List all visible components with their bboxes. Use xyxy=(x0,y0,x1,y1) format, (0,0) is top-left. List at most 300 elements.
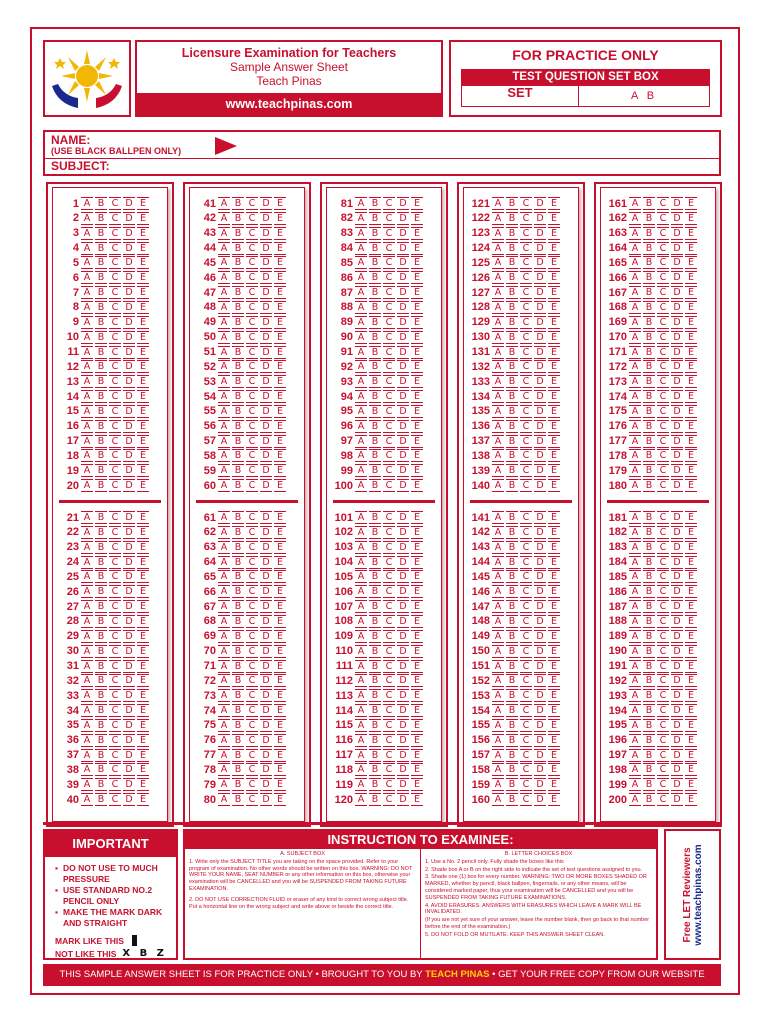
choice-bubble-b[interactable]: B xyxy=(232,464,244,477)
choice-bubble-a[interactable]: A xyxy=(492,331,504,344)
choice-bubble-b[interactable]: B xyxy=(95,689,107,702)
choice-bubble-a[interactable]: A xyxy=(629,719,641,732)
choice-bubble-c[interactable]: C xyxy=(109,600,121,613)
choice-bubble-a[interactable]: A xyxy=(492,464,504,477)
choice-bubble-d[interactable]: D xyxy=(671,197,683,210)
choice-bubble-c[interactable]: C xyxy=(246,585,258,598)
choice-bubble-d[interactable]: D xyxy=(671,570,683,583)
choice-bubble-d[interactable]: D xyxy=(671,375,683,388)
choice-bubble-b[interactable]: B xyxy=(369,449,381,462)
choice-bubble-a[interactable]: A xyxy=(355,464,367,477)
choice-bubble-a[interactable]: A xyxy=(81,435,93,448)
choice-bubble-c[interactable]: C xyxy=(109,271,121,284)
choice-bubble-e[interactable]: E xyxy=(137,405,149,418)
choice-bubble-b[interactable]: B xyxy=(506,256,518,269)
choice-bubble-a[interactable]: A xyxy=(81,449,93,462)
choice-bubble-c[interactable]: C xyxy=(246,331,258,344)
choice-bubble-a[interactable]: A xyxy=(218,449,230,462)
choice-bubble-a[interactable]: A xyxy=(218,346,230,359)
choice-bubble-a[interactable]: A xyxy=(81,331,93,344)
choice-bubble-c[interactable]: C xyxy=(520,585,532,598)
choice-bubble-b[interactable]: B xyxy=(95,600,107,613)
choice-bubble-d[interactable]: D xyxy=(671,778,683,791)
choice-bubble-a[interactable]: A xyxy=(218,793,230,806)
choice-bubble-e[interactable]: E xyxy=(548,464,560,477)
choice-bubble-e[interactable]: E xyxy=(548,227,560,240)
choice-bubble-a[interactable]: A xyxy=(81,778,93,791)
choice-bubble-d[interactable]: D xyxy=(397,316,409,329)
choice-bubble-a[interactable]: A xyxy=(355,526,367,539)
choice-bubble-e[interactable]: E xyxy=(274,479,286,492)
choice-bubble-d[interactable]: D xyxy=(534,331,546,344)
choice-bubble-a[interactable]: A xyxy=(355,316,367,329)
choice-bubble-d[interactable]: D xyxy=(534,271,546,284)
choice-bubble-c[interactable]: C xyxy=(246,526,258,539)
choice-bubble-d[interactable]: D xyxy=(123,256,135,269)
choice-bubble-e[interactable]: E xyxy=(548,420,560,433)
choice-bubble-c[interactable]: C xyxy=(520,719,532,732)
choice-bubble-c[interactable]: C xyxy=(109,541,121,554)
choice-bubble-c[interactable]: C xyxy=(520,464,532,477)
choice-bubble-c[interactable]: C xyxy=(246,704,258,717)
choice-bubble-a[interactable]: A xyxy=(492,734,504,747)
choice-bubble-c[interactable]: C xyxy=(657,286,669,299)
choice-bubble-a[interactable]: A xyxy=(355,242,367,255)
choice-bubble-e[interactable]: E xyxy=(685,674,697,687)
choice-bubble-c[interactable]: C xyxy=(657,360,669,373)
choice-bubble-a[interactable]: A xyxy=(218,749,230,762)
choice-bubble-a[interactable]: A xyxy=(81,511,93,524)
choice-bubble-e[interactable]: E xyxy=(411,645,423,658)
choice-bubble-b[interactable]: B xyxy=(506,689,518,702)
choice-bubble-c[interactable]: C xyxy=(383,734,395,747)
choice-bubble-e[interactable]: E xyxy=(137,346,149,359)
choice-bubble-c[interactable]: C xyxy=(383,541,395,554)
choice-bubble-c[interactable]: C xyxy=(109,212,121,225)
choice-bubble-b[interactable]: B xyxy=(232,212,244,225)
choice-bubble-a[interactable]: A xyxy=(629,212,641,225)
choice-bubble-e[interactable]: E xyxy=(274,256,286,269)
choice-bubble-b[interactable]: B xyxy=(506,316,518,329)
choice-bubble-a[interactable]: A xyxy=(81,585,93,598)
choice-bubble-a[interactable]: A xyxy=(355,674,367,687)
choice-bubble-a[interactable]: A xyxy=(81,734,93,747)
choice-bubble-c[interactable]: C xyxy=(657,778,669,791)
choice-bubble-b[interactable]: B xyxy=(643,331,655,344)
choice-bubble-c[interactable]: C xyxy=(383,301,395,314)
choice-bubble-d[interactable]: D xyxy=(534,405,546,418)
choice-bubble-b[interactable]: B xyxy=(506,763,518,776)
choice-bubble-e[interactable]: E xyxy=(685,511,697,524)
choice-bubble-a[interactable]: A xyxy=(629,420,641,433)
choice-bubble-a[interactable]: A xyxy=(218,526,230,539)
choice-bubble-b[interactable]: B xyxy=(643,689,655,702)
choice-bubble-d[interactable]: D xyxy=(123,227,135,240)
choice-bubble-a[interactable]: A xyxy=(629,674,641,687)
choice-bubble-b[interactable]: B xyxy=(369,242,381,255)
choice-bubble-b[interactable]: B xyxy=(95,749,107,762)
choice-bubble-e[interactable]: E xyxy=(411,405,423,418)
choice-bubble-b[interactable]: B xyxy=(506,585,518,598)
choice-bubble-c[interactable]: C xyxy=(383,689,395,702)
choice-bubble-e[interactable]: E xyxy=(274,526,286,539)
choice-bubble-d[interactable]: D xyxy=(123,464,135,477)
choice-bubble-b[interactable]: B xyxy=(232,541,244,554)
choice-bubble-b[interactable]: B xyxy=(643,526,655,539)
choice-bubble-b[interactable]: B xyxy=(232,585,244,598)
choice-bubble-b[interactable]: B xyxy=(369,286,381,299)
choice-bubble-d[interactable]: D xyxy=(671,242,683,255)
choice-bubble-b[interactable]: B xyxy=(232,674,244,687)
choice-bubble-c[interactable]: C xyxy=(246,212,258,225)
choice-bubble-d[interactable]: D xyxy=(397,526,409,539)
choice-bubble-d[interactable]: D xyxy=(671,541,683,554)
choice-bubble-e[interactable]: E xyxy=(685,405,697,418)
choice-bubble-e[interactable]: E xyxy=(685,256,697,269)
choice-bubble-c[interactable]: C xyxy=(657,763,669,776)
choice-bubble-c[interactable]: C xyxy=(657,227,669,240)
choice-bubble-b[interactable]: B xyxy=(643,256,655,269)
choice-bubble-c[interactable]: C xyxy=(246,464,258,477)
choice-bubble-e[interactable]: E xyxy=(274,630,286,643)
choice-bubble-c[interactable]: C xyxy=(383,346,395,359)
choice-bubble-c[interactable]: C xyxy=(657,585,669,598)
choice-bubble-d[interactable]: D xyxy=(260,600,272,613)
choice-bubble-e[interactable]: E xyxy=(411,435,423,448)
choice-bubble-b[interactable]: B xyxy=(369,435,381,448)
choice-bubble-d[interactable]: D xyxy=(397,630,409,643)
choice-bubble-c[interactable]: C xyxy=(383,256,395,269)
choice-bubble-e[interactable]: E xyxy=(274,390,286,403)
choice-bubble-e[interactable]: E xyxy=(137,464,149,477)
choice-bubble-d[interactable]: D xyxy=(534,778,546,791)
choice-bubble-d[interactable]: D xyxy=(397,570,409,583)
choice-bubble-e[interactable]: E xyxy=(685,526,697,539)
choice-bubble-e[interactable]: E xyxy=(685,704,697,717)
choice-bubble-b[interactable]: B xyxy=(232,630,244,643)
choice-bubble-b[interactable]: B xyxy=(506,674,518,687)
choice-bubble-b[interactable]: B xyxy=(95,734,107,747)
choice-bubble-b[interactable]: B xyxy=(232,793,244,806)
choice-bubble-d[interactable]: D xyxy=(534,615,546,628)
choice-bubble-b[interactable]: B xyxy=(506,227,518,240)
choice-bubble-a[interactable]: A xyxy=(492,645,504,658)
choice-bubble-d[interactable]: D xyxy=(534,630,546,643)
choice-bubble-a[interactable]: A xyxy=(492,420,504,433)
choice-bubble-a[interactable]: A xyxy=(218,256,230,269)
choice-bubble-d[interactable]: D xyxy=(260,227,272,240)
choice-bubble-c[interactable]: C xyxy=(657,630,669,643)
choice-bubble-b[interactable]: B xyxy=(643,479,655,492)
choice-bubble-c[interactable]: C xyxy=(657,704,669,717)
choice-bubble-d[interactable]: D xyxy=(260,346,272,359)
choice-bubble-b[interactable]: B xyxy=(643,645,655,658)
choice-bubble-c[interactable]: C xyxy=(657,464,669,477)
choice-bubble-c[interactable]: C xyxy=(520,674,532,687)
choice-bubble-a[interactable]: A xyxy=(81,390,93,403)
choice-bubble-d[interactable]: D xyxy=(123,541,135,554)
choice-bubble-c[interactable]: C xyxy=(383,375,395,388)
choice-bubble-e[interactable]: E xyxy=(137,242,149,255)
choice-bubble-a[interactable]: A xyxy=(81,375,93,388)
choice-bubble-b[interactable]: B xyxy=(95,420,107,433)
choice-bubble-b[interactable]: B xyxy=(369,271,381,284)
choice-bubble-b[interactable]: B xyxy=(643,390,655,403)
choice-bubble-e[interactable]: E xyxy=(685,227,697,240)
choice-bubble-a[interactable]: A xyxy=(492,719,504,732)
choice-bubble-a[interactable]: A xyxy=(629,479,641,492)
choice-bubble-e[interactable]: E xyxy=(548,600,560,613)
choice-bubble-c[interactable]: C xyxy=(383,435,395,448)
choice-bubble-c[interactable]: C xyxy=(109,630,121,643)
choice-bubble-b[interactable]: B xyxy=(643,630,655,643)
choice-bubble-b[interactable]: B xyxy=(369,570,381,583)
choice-bubble-a[interactable]: A xyxy=(629,763,641,776)
choice-bubble-c[interactable]: C xyxy=(246,541,258,554)
choice-bubble-d[interactable]: D xyxy=(534,212,546,225)
choice-bubble-c[interactable]: C xyxy=(520,301,532,314)
choice-bubble-a[interactable]: A xyxy=(81,301,93,314)
choice-bubble-c[interactable]: C xyxy=(383,212,395,225)
choice-bubble-e[interactable]: E xyxy=(411,615,423,628)
choice-bubble-e[interactable]: E xyxy=(685,331,697,344)
choice-bubble-d[interactable]: D xyxy=(260,286,272,299)
choice-bubble-e[interactable]: E xyxy=(685,375,697,388)
choice-bubble-e[interactable]: E xyxy=(685,734,697,747)
choice-bubble-e[interactable]: E xyxy=(274,212,286,225)
choice-bubble-b[interactable]: B xyxy=(643,360,655,373)
choice-bubble-b[interactable]: B xyxy=(369,541,381,554)
choice-bubble-d[interactable]: D xyxy=(397,301,409,314)
choice-bubble-d[interactable]: D xyxy=(260,449,272,462)
choice-bubble-b[interactable]: B xyxy=(506,778,518,791)
choice-bubble-c[interactable]: C xyxy=(657,375,669,388)
choice-bubble-d[interactable]: D xyxy=(260,660,272,673)
choice-bubble-a[interactable]: A xyxy=(629,390,641,403)
choice-bubble-c[interactable]: C xyxy=(383,749,395,762)
choice-bubble-b[interactable]: B xyxy=(643,719,655,732)
choice-bubble-d[interactable]: D xyxy=(534,689,546,702)
choice-bubble-a[interactable]: A xyxy=(81,600,93,613)
choice-bubble-a[interactable]: A xyxy=(492,689,504,702)
choice-bubble-e[interactable]: E xyxy=(548,585,560,598)
choice-bubble-c[interactable]: C xyxy=(520,570,532,583)
choice-bubble-c[interactable]: C xyxy=(657,449,669,462)
choice-bubble-e[interactable]: E xyxy=(685,778,697,791)
choice-bubble-a[interactable]: A xyxy=(492,674,504,687)
choice-bubble-c[interactable]: C xyxy=(520,600,532,613)
choice-bubble-b[interactable]: B xyxy=(95,360,107,373)
choice-bubble-a[interactable]: A xyxy=(81,464,93,477)
choice-bubble-c[interactable]: C xyxy=(246,793,258,806)
choice-bubble-d[interactable]: D xyxy=(534,793,546,806)
choice-bubble-a[interactable]: A xyxy=(629,405,641,418)
choice-bubble-a[interactable]: A xyxy=(81,660,93,673)
choice-bubble-b[interactable]: B xyxy=(506,390,518,403)
choice-bubble-e[interactable]: E xyxy=(411,212,423,225)
choice-bubble-c[interactable]: C xyxy=(520,316,532,329)
choice-bubble-d[interactable]: D xyxy=(123,346,135,359)
choice-bubble-c[interactable]: C xyxy=(520,449,532,462)
choice-bubble-b[interactable]: B xyxy=(506,511,518,524)
choice-bubble-a[interactable]: A xyxy=(81,346,93,359)
choice-bubble-c[interactable]: C xyxy=(383,405,395,418)
choice-bubble-c[interactable]: C xyxy=(246,375,258,388)
choice-bubble-a[interactable]: A xyxy=(81,286,93,299)
choice-bubble-d[interactable]: D xyxy=(260,615,272,628)
choice-bubble-c[interactable]: C xyxy=(657,271,669,284)
choice-bubble-d[interactable]: D xyxy=(123,390,135,403)
choice-bubble-e[interactable]: E xyxy=(274,689,286,702)
choice-bubble-b[interactable]: B xyxy=(506,405,518,418)
choice-bubble-d[interactable]: D xyxy=(397,331,409,344)
choice-bubble-e[interactable]: E xyxy=(274,435,286,448)
choice-bubble-d[interactable]: D xyxy=(397,749,409,762)
choice-bubble-b[interactable]: B xyxy=(643,763,655,776)
choice-bubble-c[interactable]: C xyxy=(383,286,395,299)
choice-bubble-a[interactable]: A xyxy=(629,197,641,210)
choice-bubble-b[interactable]: B xyxy=(232,615,244,628)
choice-bubble-b[interactable]: B xyxy=(95,301,107,314)
choice-bubble-c[interactable]: C xyxy=(109,464,121,477)
choice-bubble-b[interactable]: B xyxy=(506,570,518,583)
choice-bubble-a[interactable]: A xyxy=(81,541,93,554)
choice-bubble-b[interactable]: B xyxy=(232,405,244,418)
choice-bubble-a[interactable]: A xyxy=(629,615,641,628)
choice-bubble-b[interactable]: B xyxy=(95,660,107,673)
choice-bubble-a[interactable]: A xyxy=(629,449,641,462)
choice-bubble-d[interactable]: D xyxy=(397,645,409,658)
choice-bubble-c[interactable]: C xyxy=(109,316,121,329)
choice-bubble-e[interactable]: E xyxy=(548,689,560,702)
choice-bubble-c[interactable]: C xyxy=(657,719,669,732)
choice-bubble-a[interactable]: A xyxy=(218,197,230,210)
choice-bubble-b[interactable]: B xyxy=(643,511,655,524)
choice-bubble-c[interactable]: C xyxy=(520,763,532,776)
choice-bubble-c[interactable]: C xyxy=(520,346,532,359)
choice-bubble-b[interactable]: B xyxy=(506,704,518,717)
choice-bubble-e[interactable]: E xyxy=(137,420,149,433)
choice-bubble-c[interactable]: C xyxy=(246,420,258,433)
choice-bubble-e[interactable]: E xyxy=(137,556,149,569)
choice-bubble-e[interactable]: E xyxy=(137,674,149,687)
choice-bubble-a[interactable]: A xyxy=(81,242,93,255)
choice-bubble-b[interactable]: B xyxy=(643,316,655,329)
choice-bubble-b[interactable]: B xyxy=(369,793,381,806)
choice-bubble-c[interactable]: C xyxy=(246,390,258,403)
choice-bubble-a[interactable]: A xyxy=(355,600,367,613)
choice-bubble-c[interactable]: C xyxy=(520,271,532,284)
choice-bubble-b[interactable]: B xyxy=(232,375,244,388)
choice-bubble-b[interactable]: B xyxy=(643,346,655,359)
choice-bubble-e[interactable]: E xyxy=(137,630,149,643)
choice-bubble-a[interactable]: A xyxy=(492,405,504,418)
choice-bubble-c[interactable]: C xyxy=(246,301,258,314)
choice-bubble-e[interactable]: E xyxy=(137,570,149,583)
choice-bubble-b[interactable]: B xyxy=(95,511,107,524)
choice-bubble-d[interactable]: D xyxy=(397,734,409,747)
choice-bubble-a[interactable]: A xyxy=(218,360,230,373)
choice-bubble-d[interactable]: D xyxy=(260,242,272,255)
choice-bubble-b[interactable]: B xyxy=(95,763,107,776)
choice-bubble-c[interactable]: C xyxy=(109,449,121,462)
choice-bubble-d[interactable]: D xyxy=(260,511,272,524)
choice-bubble-c[interactable]: C xyxy=(657,645,669,658)
choice-bubble-e[interactable]: E xyxy=(411,227,423,240)
choice-bubble-c[interactable]: C xyxy=(520,660,532,673)
choice-bubble-a[interactable]: A xyxy=(492,316,504,329)
choice-bubble-b[interactable]: B xyxy=(369,212,381,225)
choice-bubble-b[interactable]: B xyxy=(95,704,107,717)
choice-bubble-d[interactable]: D xyxy=(397,719,409,732)
choice-bubble-d[interactable]: D xyxy=(534,645,546,658)
choice-bubble-b[interactable]: B xyxy=(232,570,244,583)
choice-bubble-a[interactable]: A xyxy=(218,316,230,329)
choice-bubble-c[interactable]: C xyxy=(383,556,395,569)
choice-bubble-c[interactable]: C xyxy=(520,286,532,299)
choice-bubble-b[interactable]: B xyxy=(369,585,381,598)
choice-bubble-c[interactable]: C xyxy=(383,316,395,329)
choice-bubble-c[interactable]: C xyxy=(520,645,532,658)
choice-bubble-d[interactable]: D xyxy=(671,630,683,643)
choice-bubble-c[interactable]: C xyxy=(109,645,121,658)
choice-bubble-b[interactable]: B xyxy=(95,435,107,448)
choice-bubble-c[interactable]: C xyxy=(383,420,395,433)
choice-bubble-d[interactable]: D xyxy=(260,556,272,569)
choice-bubble-e[interactable]: E xyxy=(137,749,149,762)
choice-bubble-b[interactable]: B xyxy=(369,556,381,569)
choice-bubble-e[interactable]: E xyxy=(274,674,286,687)
choice-bubble-b[interactable]: B xyxy=(643,420,655,433)
choice-bubble-c[interactable]: C xyxy=(520,749,532,762)
choice-bubble-c[interactable]: C xyxy=(246,242,258,255)
choice-bubble-d[interactable]: D xyxy=(671,331,683,344)
choice-bubble-c[interactable]: C xyxy=(657,660,669,673)
choice-bubble-c[interactable]: C xyxy=(383,360,395,373)
choice-bubble-b[interactable]: B xyxy=(643,464,655,477)
choice-bubble-b[interactable]: B xyxy=(95,585,107,598)
choice-bubble-e[interactable]: E xyxy=(548,286,560,299)
choice-bubble-b[interactable]: B xyxy=(95,390,107,403)
choice-bubble-b[interactable]: B xyxy=(232,435,244,448)
choice-bubble-e[interactable]: E xyxy=(274,197,286,210)
choice-bubble-d[interactable]: D xyxy=(397,375,409,388)
choice-bubble-b[interactable]: B xyxy=(369,227,381,240)
choice-bubble-c[interactable]: C xyxy=(109,556,121,569)
choice-bubble-b[interactable]: B xyxy=(506,242,518,255)
choice-bubble-a[interactable]: A xyxy=(355,793,367,806)
choice-bubble-b[interactable]: B xyxy=(369,511,381,524)
choice-bubble-b[interactable]: B xyxy=(506,793,518,806)
choice-bubble-d[interactable]: D xyxy=(123,511,135,524)
choice-bubble-c[interactable]: C xyxy=(109,346,121,359)
choice-bubble-b[interactable]: B xyxy=(95,316,107,329)
choice-bubble-a[interactable]: A xyxy=(355,704,367,717)
choice-bubble-e[interactable]: E xyxy=(274,556,286,569)
choice-bubble-b[interactable]: B xyxy=(643,749,655,762)
choice-bubble-b[interactable]: B xyxy=(232,749,244,762)
choice-bubble-e[interactable]: E xyxy=(685,556,697,569)
choice-bubble-c[interactable]: C xyxy=(246,405,258,418)
choice-bubble-d[interactable]: D xyxy=(534,346,546,359)
choice-bubble-e[interactable]: E xyxy=(411,316,423,329)
choice-bubble-b[interactable]: B xyxy=(369,331,381,344)
choice-bubble-d[interactable]: D xyxy=(397,256,409,269)
choice-bubble-e[interactable]: E xyxy=(274,585,286,598)
choice-bubble-d[interactable]: D xyxy=(534,242,546,255)
choice-bubble-a[interactable]: A xyxy=(81,420,93,433)
choice-bubble-b[interactable]: B xyxy=(232,660,244,673)
